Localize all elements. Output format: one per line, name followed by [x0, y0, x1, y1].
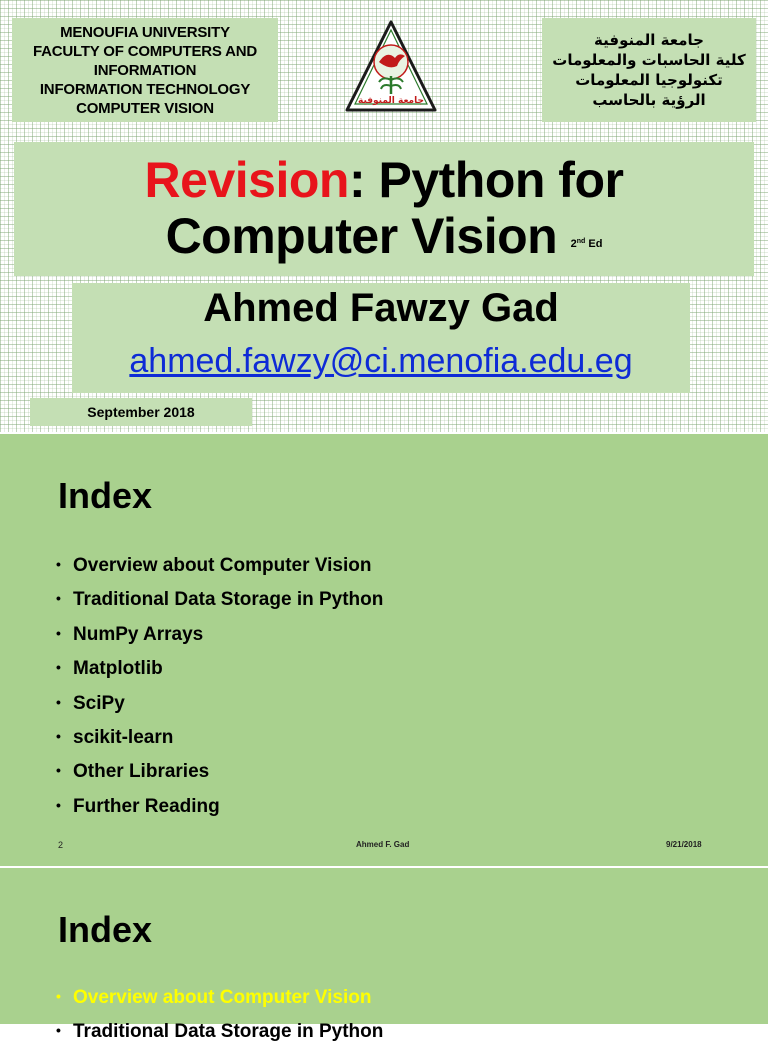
bullet-icon: • — [56, 1022, 61, 1039]
index-item-label: Traditional Data Storage in Python — [73, 1021, 384, 1043]
index-title: Index — [58, 909, 153, 950]
index-item — [56, 789, 383, 823]
index-item — [56, 754, 383, 788]
index-item-label: NumPy Arrays — [73, 623, 204, 645]
index-item — [56, 617, 383, 651]
index-item-label: Other Libraries — [73, 761, 210, 783]
author-box — [72, 283, 690, 393]
index-item — [56, 720, 383, 754]
index-slide-2 — [0, 868, 768, 1043]
bullet-icon: • — [56, 762, 61, 779]
index-title: Index — [58, 475, 153, 516]
index-item — [56, 686, 383, 720]
footer-author: Ahmed F. Gad — [356, 840, 410, 849]
university-logo — [343, 18, 439, 118]
edition-suffix: nd — [576, 238, 586, 245]
index-item-label: Traditional Data Storage in Python — [73, 589, 384, 611]
index-list — [56, 980, 383, 1049]
logo-text: جامعة المنوفية — [358, 96, 424, 106]
faculty-en-line: MENOUFIA UNIVERSITY — [60, 23, 230, 41]
faculty-ar-line: الرؤية بالحاسب — [592, 91, 706, 109]
edition-text: Ed — [588, 238, 603, 250]
title-highlight: Revision — [144, 152, 349, 208]
bullet-icon: • — [56, 590, 61, 607]
index-item — [56, 1014, 383, 1048]
title-slide — [0, 0, 768, 432]
edition-label — [571, 238, 603, 250]
faculty-english-box — [12, 18, 278, 122]
faculty-ar-line: تكنولوجيا المعلومات — [575, 71, 723, 89]
bullet-icon: • — [56, 556, 61, 572]
bullet-icon: • — [56, 728, 61, 745]
index-item-label: Overview about Computer Vision — [73, 987, 372, 1008]
index-item — [56, 548, 383, 582]
index-item-label: Further Reading — [73, 795, 220, 817]
bullet-icon: • — [56, 796, 61, 813]
index-item-active — [56, 980, 383, 1014]
presentation-date: September 2018 — [87, 404, 195, 420]
bullet-icon: • — [56, 624, 61, 641]
footer-date: 9/21/2018 — [666, 840, 702, 849]
bullet-icon: • — [56, 988, 61, 1004]
author-name: Ahmed Fawzy Gad — [203, 286, 559, 330]
index-item-label: Matplotlib — [73, 658, 163, 680]
faculty-en-line: COMPUTER VISION — [76, 99, 214, 117]
author-email-link[interactable]: ahmed.fawzy@ci.menofia.edu.eg — [129, 342, 633, 380]
presentation-title-box — [14, 142, 754, 276]
index-item-label: scikit-learn — [73, 727, 174, 749]
faculty-en-line: INFORMATION TECHNOLOGY — [39, 80, 251, 98]
faculty-ar-line: جامعة المنوفية — [594, 31, 704, 49]
faculty-en-line: FACULTY OF COMPUTERS AND — [32, 42, 258, 60]
bullet-icon: • — [56, 659, 61, 676]
index-list — [56, 548, 383, 823]
index-item-label: SciPy — [73, 692, 125, 714]
bullet-icon: • — [56, 693, 61, 710]
index-item-label: Overview about Computer Vision — [73, 555, 372, 576]
title-line-2 — [14, 208, 754, 272]
date-box — [30, 398, 252, 426]
slide-number: 2 — [58, 840, 64, 850]
index-slide — [0, 434, 768, 866]
faculty-arabic-box — [542, 18, 756, 122]
title-line-1 — [14, 152, 754, 208]
title-rest: : Python for — [348, 152, 624, 208]
index-item — [56, 582, 383, 616]
title-line-2-text: Computer Vision — [165, 208, 558, 264]
index-item — [56, 651, 383, 685]
faculty-ar-line: كلية الحاسبات والمعلومات — [552, 51, 746, 69]
edition-number: 2 — [570, 238, 577, 250]
faculty-en-line: INFORMATION — [93, 61, 197, 79]
